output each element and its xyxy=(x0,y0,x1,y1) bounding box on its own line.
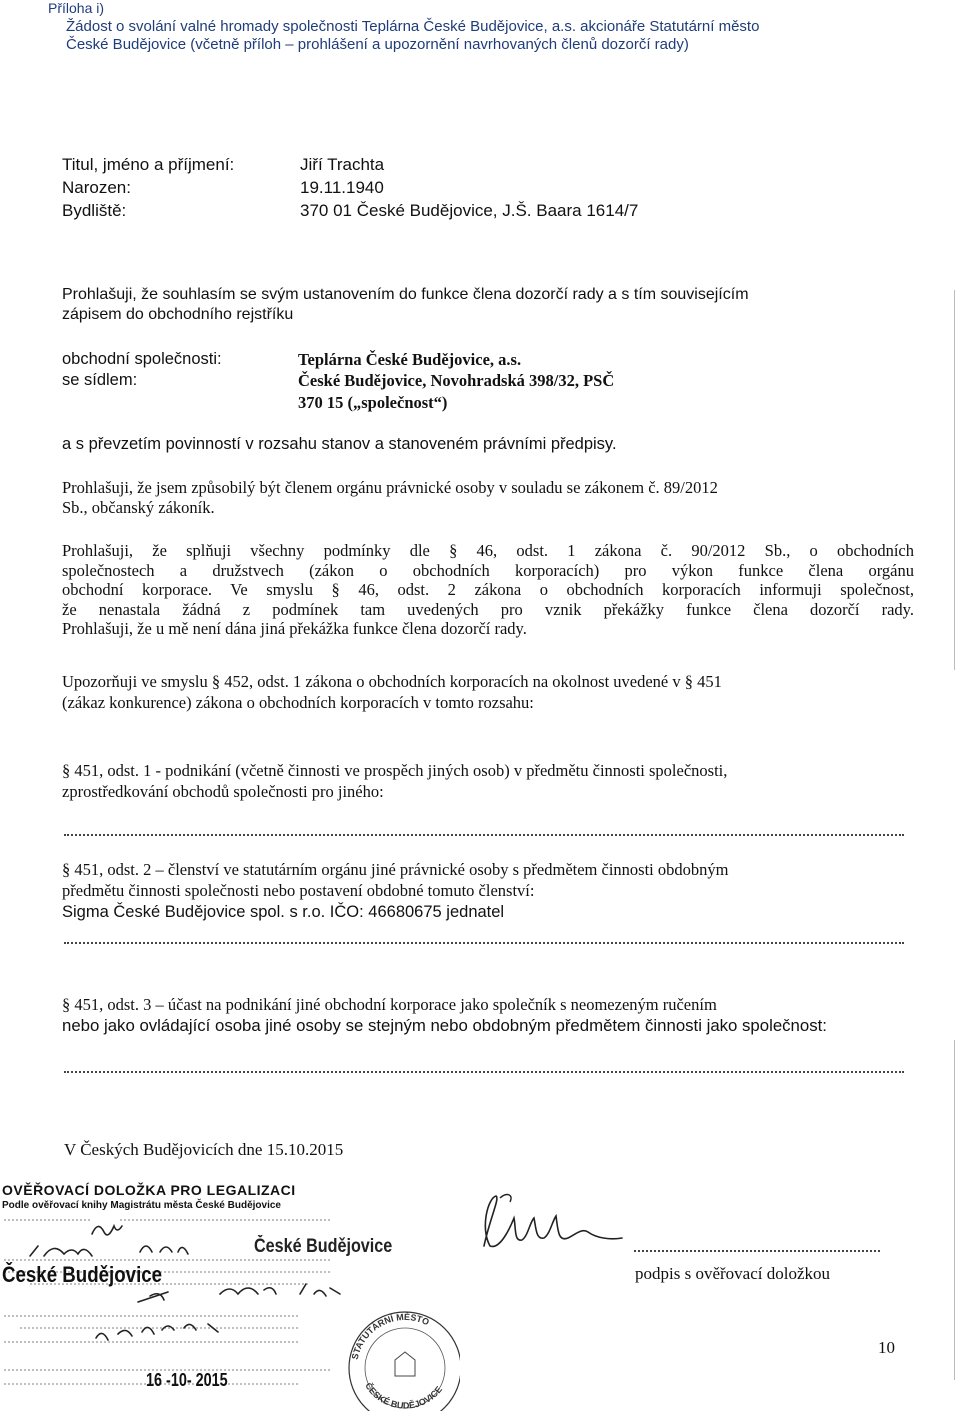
section-451-3-line-2: nebo jako ovládající osoba jiné osoby se stejným nebo obdobným předmětem činnosti jako společnost: xyxy=(62,1016,827,1035)
section-451-2-entry: Sigma České Budějovice spol. s r.o. IČO: 46680675 jednatel xyxy=(62,903,505,921)
round-seal xyxy=(340,1300,460,1411)
seat-label: se sídlem: xyxy=(62,371,138,389)
scan-edge-line xyxy=(954,290,955,670)
declaration-3-line: obchodní korporace. Ve smyslu § 46, odst. 2 zákona o obchodních korporacích informuji společnost, xyxy=(62,580,914,599)
header-line-2: České Budějovice (včetně příloh – prohlášení a upozornění navrhovaných členů dozorčí rady) xyxy=(66,36,689,53)
seal-text-bottom: ČESKÉ BUDĚJOVICE xyxy=(363,1380,445,1411)
attachment-label: Příloha i) xyxy=(48,0,105,16)
seal-text-top: STATUTÁRNÍ MĚSTO xyxy=(349,1311,431,1361)
notice-line-2: (zákaz konkurence) zákona o obchodních korporacích v tomto rozsahu: xyxy=(62,693,534,712)
company-label: obchodní společnosti: xyxy=(62,350,222,368)
legalization-subtitle: Podle ověřovací knihy Magistrátu města České Budějovice xyxy=(2,1200,281,1211)
section-451-3-line-1: § 451, odst. 3 – účast na podnikání jiné obchodní korporace jako společník s neomezeným ručením xyxy=(62,995,717,1014)
company-value: Teplárna České Budějovice, a.s. xyxy=(298,350,522,369)
section-451-2-line-2: předmětu činnosti společnosti nebo postavení obdobné tomuto členství: xyxy=(62,881,535,900)
date-stamp: 16 -10- 2015 xyxy=(146,1370,228,1390)
declaration-1-line-2: zápisem do obchodního rejstříku xyxy=(62,306,294,323)
born-label: Narozen: xyxy=(62,178,131,197)
duties-text: a s převzetím povinností v rozsahu stanov a stanoveném právními předpisy. xyxy=(62,435,617,453)
born-value: 19.11.1940 xyxy=(300,178,384,197)
place-date: V Českých Budějovicích dne 15.10.2015 xyxy=(64,1140,344,1159)
city-stamp-1: České Budějovice xyxy=(254,1236,393,1257)
page-number: 10 xyxy=(878,1338,895,1357)
declaration-3 xyxy=(62,541,914,639)
section-451-1-line-1: § 451, odst. 1 - podnikání (včetně činnosti ve prospěch jiných osob) v předmětu činnosti společnosti, xyxy=(62,761,728,780)
notice-line-1: Upozorňuji ve smyslu § 452, odst. 1 zákona o obchodních korporacích na okolnost uvedené v § 451 xyxy=(62,672,722,691)
declaration-3-line: Prohlašuji, že splňuji všechny podmínky dle § 46, odst. 1 zákona č. 90/2012 Sb., o obchodních xyxy=(62,541,914,560)
declaration-3-line: Prohlašuji, že u mě není dána jiná překážka funkce člena dozorčí rady. xyxy=(62,619,527,638)
declaration-3-line: společnostech a družstvech (zákon o obchodních korporacích) pro výkon funkce člena orgánu xyxy=(62,560,914,580)
declaration-3-line: že nenastala žádná z podmínek tam uvedených pro vznik překážky funkce člena dozorčí rady. xyxy=(62,599,914,619)
residence-value: 370 01 České Budějovice, J.Š. Baara 1614/7 xyxy=(300,201,639,220)
name-value: Jiří Trachta xyxy=(300,155,385,174)
seat-value-1: České Budějovice, Novohradská 398/32, PSČ xyxy=(298,371,615,390)
signature-line xyxy=(634,1250,880,1252)
handwritten-signature xyxy=(470,1188,630,1258)
section-451-1-line-2: zprostředkování obchodů společnosti pro jiného: xyxy=(62,782,384,801)
declaration-2-line-1: Prohlašuji, že jsem způsobilý být členem orgánu právnické osoby v souladu se zákonem č. 89/2012 xyxy=(62,478,718,497)
declaration-1-line-1: Prohlašuji, že souhlasím se svým ustanovením do funkce člena dozorčí rady a s tím souvisejícím xyxy=(62,286,749,303)
section-451-2-line-1: § 451, odst. 2 – členství ve statutárním orgánu jiné právnické osoby s předmětem činnosti obdobným xyxy=(62,860,729,879)
declaration-2-line-2: Sb., občanský zákoník. xyxy=(62,498,215,517)
city-stamp-2: České Budějovice xyxy=(2,1262,163,1287)
name-label: Titul, jméno a příjmení: xyxy=(62,155,235,174)
header-line-1: Žádost o svolání valné hromady společnosti Teplárna České Budějovice, a.s. akcionáře Statutární město xyxy=(66,18,760,35)
legalization-title: OVĚŘOVACÍ DOLOŽKA PRO LEGALIZACI xyxy=(2,1182,296,1198)
seat-value-2: 370 15 („společnost“) xyxy=(298,393,448,412)
dotted-fill-line xyxy=(64,942,904,944)
dotted-fill-line xyxy=(64,834,904,836)
scan-edge-line xyxy=(954,1040,955,1380)
residence-label: Bydliště: xyxy=(62,201,127,220)
dotted-fill-line xyxy=(64,1071,904,1073)
signature-caption: podpis s ověřovací doložkou xyxy=(635,1264,830,1283)
